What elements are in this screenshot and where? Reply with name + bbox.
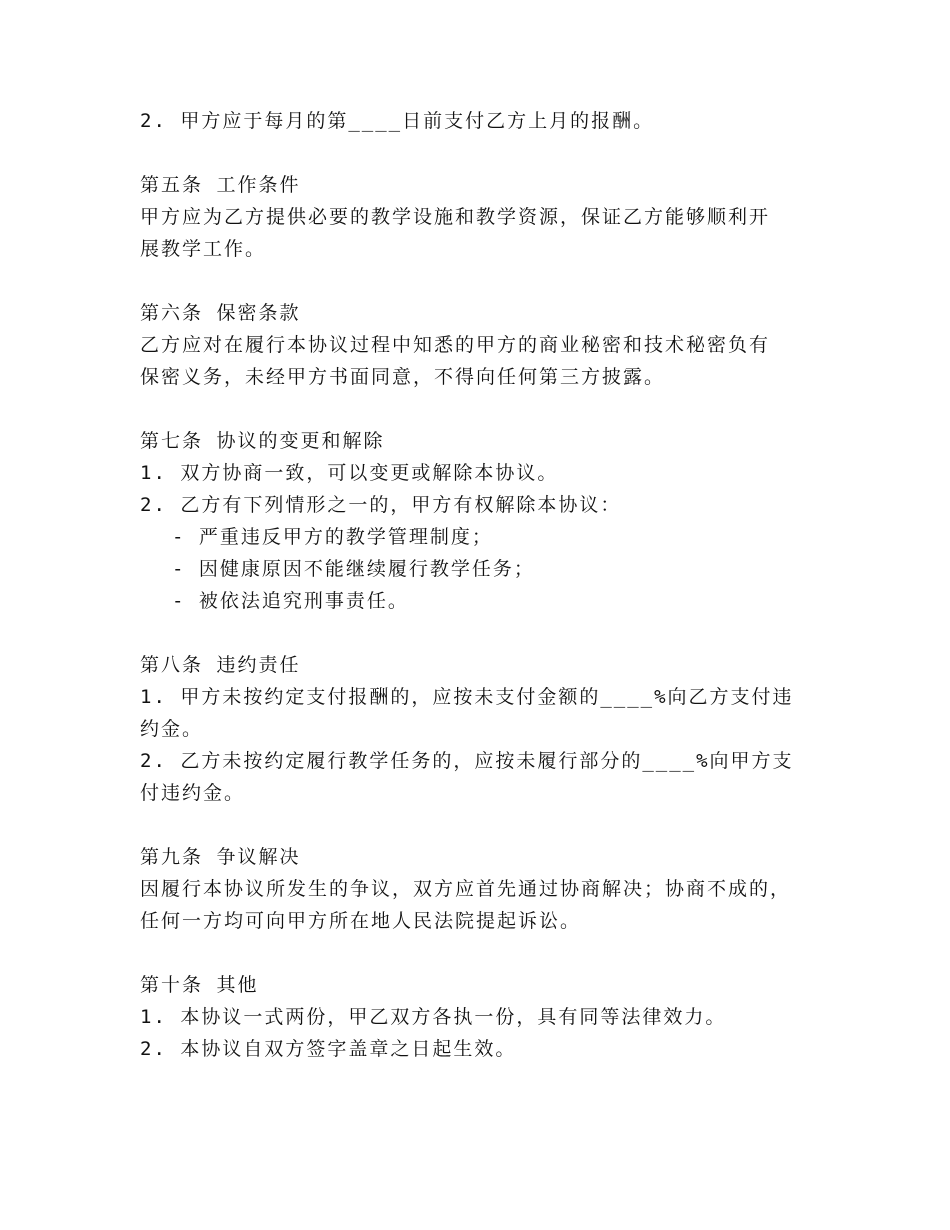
article-5-text-line-2: 展教学工作。 bbox=[140, 238, 267, 260]
article-7-heading: 第七条 协议的变更和解除 bbox=[140, 430, 385, 452]
article-8-heading: 第八条 违约责任 bbox=[140, 654, 301, 676]
article-8-item-2-line-1: 2. 乙方未按约定履行教学任务的，应按未履行部分的____%向甲方支 bbox=[140, 750, 794, 772]
intro-section bbox=[140, 105, 840, 137]
article-9-text-line-2: 任何一方均可向甲方所在地人民法院提起诉讼。 bbox=[140, 910, 582, 932]
article-10-heading: 第十条 其他 bbox=[140, 974, 259, 996]
article-9-section bbox=[140, 841, 840, 937]
article-6-heading: 第六条 保密条款 bbox=[140, 302, 301, 324]
article-10-item-2: 2. 本协议自双方签字盖章之日起生效。 bbox=[140, 1038, 517, 1060]
article-7-subitem-1: - 严重违反甲方的教学管理制度； bbox=[172, 526, 493, 548]
article-8-item-2-line-2: 付违约金。 bbox=[140, 782, 246, 804]
article-10-section bbox=[140, 969, 840, 1065]
article-7-subitem-2: - 因健康原因不能继续履行教学任务； bbox=[172, 558, 535, 580]
article-5-text-line-1: 甲方应为乙方提供必要的教学设施和教学资源，保证乙方能够顺利开 bbox=[140, 206, 771, 228]
article-6-text-line-1: 乙方应对在履行本协议过程中知悉的甲方的商业秘密和技术秘密负有 bbox=[140, 334, 771, 356]
article-9-heading: 第九条 争议解决 bbox=[140, 846, 301, 868]
article-7-section bbox=[140, 425, 840, 617]
document-page bbox=[140, 105, 840, 1097]
article-5-section bbox=[140, 169, 840, 265]
article-7-item-1: 1. 双方协商一致，可以变更或解除本协议。 bbox=[140, 462, 559, 484]
article-8-section bbox=[140, 649, 840, 809]
article-7-item-2: 2. 乙方有下列情形之一的，甲方有权解除本协议： bbox=[140, 494, 622, 516]
article-5-heading: 第五条 工作条件 bbox=[140, 174, 301, 196]
article-8-item-1-line-2: 约金。 bbox=[140, 718, 204, 740]
article-6-section bbox=[140, 297, 840, 393]
article-10-item-1: 1. 本协议一式两份，甲乙双方各执一份，具有同等法律效力。 bbox=[140, 1006, 727, 1028]
article-9-text-line-1: 因履行本协议所发生的争议，双方应首先通过协商解决；协商不成的， bbox=[140, 878, 792, 900]
payment-date-clause: 2. 甲方应于每月的第____日前支付乙方上月的报酬。 bbox=[140, 110, 655, 132]
article-6-text-line-2: 保密义务，未经甲方书面同意，不得向任何第三方披露。 bbox=[140, 366, 666, 388]
article-7-subitem-3: - 被依法追究刑事责任。 bbox=[172, 590, 409, 612]
article-8-item-1-line-1: 1. 甲方未按约定支付报酬的，应按未支付金额的____%向乙方支付违 bbox=[140, 686, 794, 708]
